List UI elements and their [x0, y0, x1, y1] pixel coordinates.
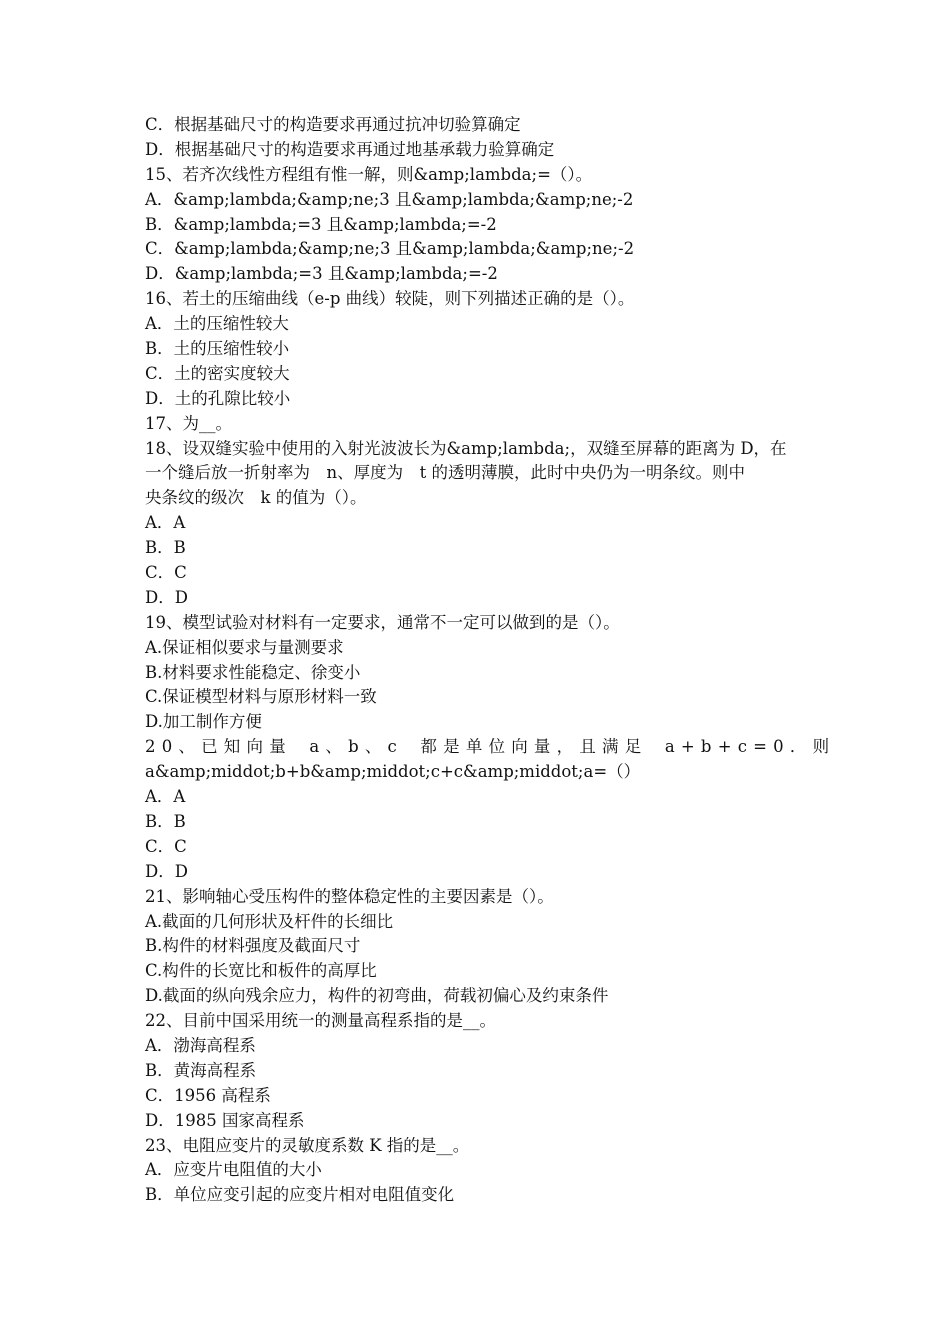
- text-line: A．渤海高程系: [145, 1035, 256, 1055]
- text-line: B．B: [145, 538, 186, 558]
- text-line: C.保证模型材料与原形材料一致: [145, 687, 377, 707]
- text-line: D.加工制作方便: [145, 712, 262, 732]
- text-line: C．&amp;lambda;&amp;ne;3 且&amp;lambda;&amp;ne;-2: [145, 239, 635, 259]
- question-stem: 16、若土的压缩曲线（e-p 曲线）较陡，则下列描述正确的是（）。: [145, 289, 635, 309]
- text-line: B．B: [145, 811, 186, 831]
- text-line: B．&amp;lambda;=3 且&amp;lambda;=-2: [145, 214, 497, 234]
- text-line: D．1985 国家高程系: [145, 1110, 305, 1130]
- text-line: B．黄海高程系: [145, 1060, 257, 1080]
- text-line: D.截面的纵向残余应力，构件的初弯曲，荷载初偏心及约束条件: [145, 986, 609, 1006]
- text-line: A.保证相似要求与量测要求: [145, 637, 344, 657]
- text-line: A．A: [145, 787, 186, 807]
- question-stem: 20、已知向量 a、b、c 都是单位向量，且满足 a+b+c=0．则: [145, 737, 836, 757]
- text-line: C．土的密实度较大: [145, 363, 290, 383]
- text-line: A．&amp;lambda;&amp;ne;3 且&amp;lambda;&amp;ne;-2: [145, 189, 634, 209]
- text-line: B．土的压缩性较小: [145, 339, 290, 359]
- text-line: D．D: [145, 587, 188, 607]
- question-stem: 15、若齐次线性方程组有惟一解，则&amp;lambda;=（）。: [145, 164, 593, 184]
- text-line: A．应变片电阻值的大小: [145, 1160, 322, 1180]
- text-line: A．土的压缩性较大: [145, 314, 289, 334]
- text-line: B.构件的材料强度及截面尺寸: [145, 936, 361, 956]
- text-line: a&amp;middot;b+b&amp;middot;c+c&amp;middot;a=（）: [145, 762, 641, 782]
- document-body: [145, 113, 836, 1208]
- question-stem: 21、影响轴心受压构件的整体稳定性的主要因素是（）。: [145, 886, 554, 906]
- text-line: B.材料要求性能稳定、徐变小: [145, 662, 361, 682]
- question-stem: 23、电阻应变片的灵敏度系数 K 指的是__。: [145, 1135, 470, 1155]
- question-stem: 18、设双缝实验中使用的入射光波波长为&amp;lambda;，双缝至屏幕的距离为 D，在: [145, 438, 787, 458]
- text-line: C．C: [145, 563, 187, 583]
- text-line: D．D: [145, 861, 188, 881]
- question-stem: 22、目前中国采用统一的测量高程系指的是__。: [145, 1011, 496, 1031]
- text-line: A.截面的几何形状及杆件的长细比: [145, 911, 394, 931]
- question-stem: 19、模型试验对材料有一定要求，通常不一定可以做到的是（）。: [145, 612, 620, 632]
- text-line: B．单位应变引起的应变片相对电阻值变化: [145, 1185, 455, 1205]
- text-line: 央条纹的级次 k 的值为（）。: [145, 488, 367, 508]
- text-line: 一个缝后放一折射率为 n、厚度为 t 的透明薄膜，此时中央仍为一明条纹。则中: [145, 463, 746, 483]
- text-line: D．土的孔隙比较小: [145, 388, 291, 408]
- text-line: C.构件的长宽比和板件的高厚比: [145, 961, 377, 981]
- text-line: D．&amp;lambda;=3 且&amp;lambda;=-2: [145, 264, 498, 284]
- text-line: C．根据基础尺寸的构造要求再通过抗冲切验算确定: [145, 115, 521, 134]
- text-line: C．C: [145, 836, 187, 856]
- text-line: D．根据基础尺寸的构造要求再通过地基承载力验算确定: [145, 139, 555, 159]
- question-stem: 17、为__。: [145, 413, 232, 433]
- text-line: C．1956 高程系: [145, 1085, 271, 1105]
- text-line: A．A: [145, 513, 186, 533]
